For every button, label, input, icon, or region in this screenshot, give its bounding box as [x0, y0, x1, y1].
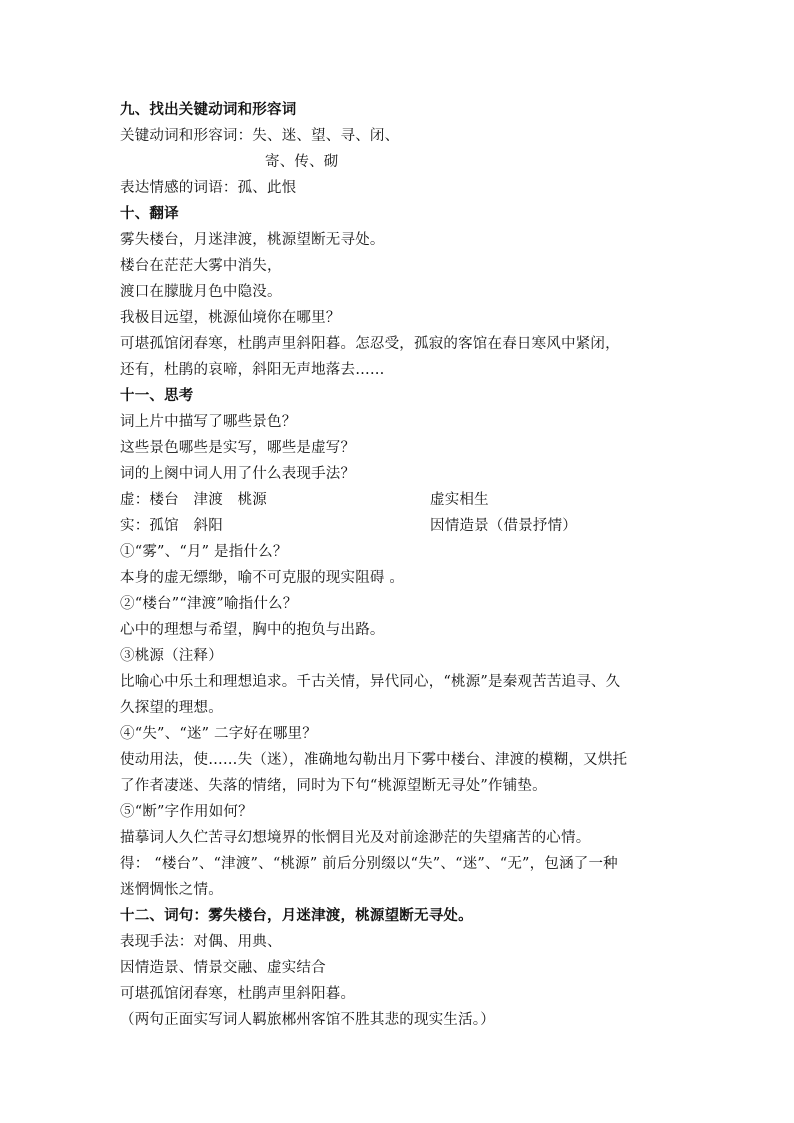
think-item: ⑤“断”字作用如何？	[120, 804, 253, 820]
think-item: ①“雾”、“月” 是指什么？	[120, 544, 288, 560]
section9-verbs-continued: 寄、传、砌	[265, 154, 339, 170]
translation-line: 我极目远望，桃源仙境你在哪里？	[120, 310, 341, 326]
translation-line: 可堪孤馆闭春寒，杜鹃声里斜阳暮。怎忍受，孤寂的客馆在春日寒风中紧闭，	[120, 336, 620, 352]
think-item: ④“失”、“迷” 二字好在哪里？	[120, 726, 317, 742]
question-line: 这些景色哪些是实写，哪些是虚写？	[120, 440, 356, 456]
translation-line: 雾失楼台，月迷津渡，桃源望断无寻处。	[120, 232, 385, 248]
think-item: 本身的虚无缥缈，喻不可克服的现实阻碍 。	[120, 570, 405, 586]
think-item: ③桃源（注释）	[120, 648, 223, 664]
shi-right: 因情造景（借景抒情）	[430, 518, 577, 534]
question-line: 词上片中描写了哪些景色？	[120, 414, 297, 430]
think-item: 描摹词人久伫苦寻幻想境界的怅惘目光及对前途渺茫的失望痛苦的心情。	[120, 830, 591, 846]
think-item: 心中的理想与希望，胸中的抱负与出路。	[120, 622, 385, 638]
shi-row	[120, 516, 680, 536]
section9-heading: 九、找出关键动词和形容词	[120, 101, 297, 118]
shi-left: 实：孤馆 斜阳	[120, 518, 223, 534]
think-item: 久探望的理想。	[120, 700, 223, 716]
xu-row	[120, 490, 680, 510]
section12-line: 可堪孤馆闭春寒，杜鹃声里斜阳暮。	[120, 986, 356, 1002]
think-item: ②“楼台”“津渡”喻指什么？	[120, 596, 298, 612]
think-item: 迷惘惆怅之情。	[120, 882, 223, 898]
section10-heading: 十、翻译	[120, 205, 179, 222]
think-item: 了作者凄迷、失落的情绪，同时为下句“桃源望断无寻处”作铺垫。	[120, 778, 547, 794]
translation-line: 还有，杜鹃的哀啼，斜阳无声地落去……	[120, 362, 385, 378]
section12-line: 因情造景、情景交融、虚实结合	[120, 960, 326, 976]
question-line: 词的上阕中词人用了什么表现手法？	[120, 466, 356, 482]
section11-heading: 十一、思考	[120, 387, 194, 404]
xu-right: 虚实相生	[430, 492, 489, 508]
section9-emotion-words: 表达情感的词语：孤、此恨	[120, 180, 297, 196]
section12-heading: 十二、词句：雾失楼台，月迷津渡，桃源望断无寻处。	[120, 907, 473, 924]
section9-verbs-line: 关键动词和形容词：失、迷、望、寻、闭、	[120, 128, 400, 144]
xu-left: 虚：楼台 津渡 桃源	[120, 492, 267, 508]
translation-line: 楼台在茫茫大雾中消失，	[120, 258, 282, 274]
think-item: 得： “楼台”、“津渡”、“桃源” 前后分别缀以“失”、“迷”、“无”，包涵了一种	[120, 856, 618, 872]
translation-line: 渡口在朦胧月色中隐没。	[120, 284, 282, 300]
think-item: 比喻心中乐土和理想追求。千古关情，异代同心，“桃源”是秦观苦苦追寻、久	[120, 674, 621, 690]
section12-line: （两句正面实写词人羁旅郴州客馆不胜其悲的现实生活。）	[120, 1012, 495, 1028]
section12-line: 表现手法：对偶、用典、	[120, 934, 282, 950]
think-item: 使动用法，使……失（迷），准确地勾勒出月下雾中楼台、津渡的模糊，又烘托	[120, 752, 628, 768]
